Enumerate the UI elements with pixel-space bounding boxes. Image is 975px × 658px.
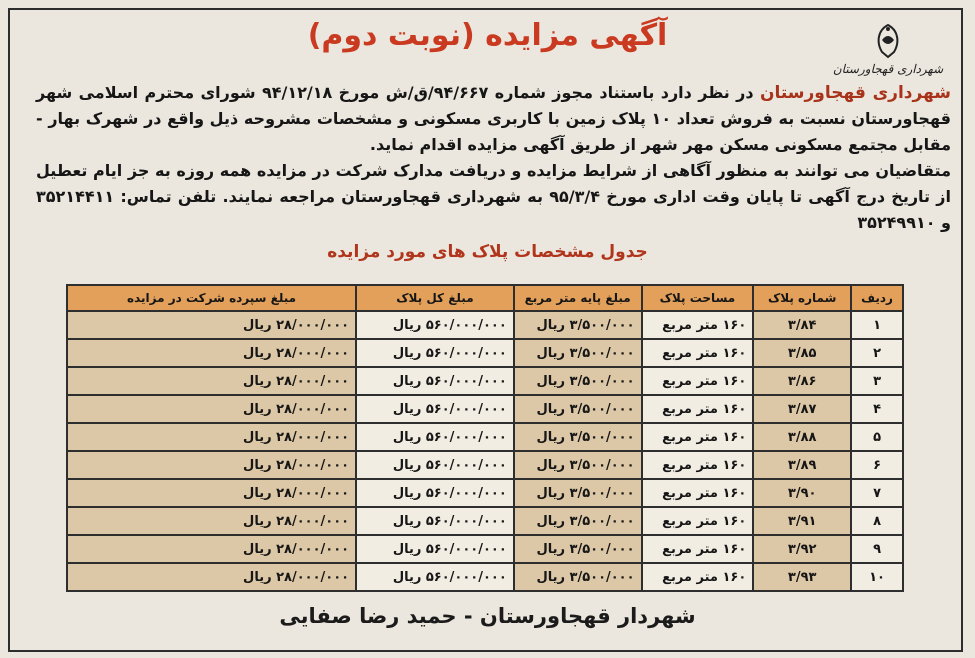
- notice-title: آگهی مزایده (نوبت دوم): [307, 18, 668, 53]
- table-row: [67, 367, 903, 395]
- cell-plot-number: ۳/۹۱: [753, 507, 851, 535]
- cell-total-price: ۵۶۰/۰۰۰/۰۰۰ ریال: [356, 423, 514, 451]
- cell-base-price: ۳/۵۰۰/۰۰۰ ریال: [514, 367, 642, 395]
- cell-area: ۱۶۰ متر مربع: [642, 479, 754, 507]
- cell-area: ۱۶۰ متر مربع: [642, 311, 754, 339]
- col-header-deposit: مبلغ سپرده شرکت در مزایده: [67, 285, 356, 311]
- cell-deposit: ۲۸/۰۰۰/۰۰۰ ریال: [67, 563, 356, 591]
- cell-base-price: ۳/۵۰۰/۰۰۰ ریال: [514, 423, 642, 451]
- plots-table: [66, 284, 904, 592]
- org-name: شهرداری قهجاورستان: [759, 83, 952, 103]
- cell-row-number: ۲: [851, 339, 903, 367]
- table-row: [67, 507, 903, 535]
- cell-total-price: ۵۶۰/۰۰۰/۰۰۰ ریال: [356, 507, 514, 535]
- cell-area: ۱۶۰ متر مربع: [642, 563, 754, 591]
- cell-row-number: ۹: [851, 535, 903, 563]
- table-row: [67, 563, 903, 591]
- table-row: [67, 423, 903, 451]
- table-row: [67, 395, 903, 423]
- cell-base-price: ۳/۵۰۰/۰۰۰ ریال: [514, 311, 642, 339]
- cell-deposit: ۲۸/۰۰۰/۰۰۰ ریال: [67, 479, 356, 507]
- col-header-base-price: مبلغ پایه متر مربع: [514, 285, 642, 311]
- table-header-row: [67, 285, 903, 311]
- paragraph-1-text: در نظر دارد باستناد مجوز شماره ۹۴/۶۶۷/ق/ش مورخ ۹۴/۱۲/۱۸ شورای محترم اسلامی شهر قهجاورستان نسبت به فروش تعداد ۱۰ پلاک زمین با کاربری مسکونی و مشخصات مشروحه ذیل واقع در شهرک بهار - مقابل مجتمع مسکونی مسکن مهر شهر از طریق آگهی مزایده اقدام نماید.: [36, 83, 952, 154]
- cell-base-price: ۳/۵۰۰/۰۰۰ ریال: [514, 563, 642, 591]
- cell-total-price: ۵۶۰/۰۰۰/۰۰۰ ریال: [356, 535, 514, 563]
- table-row: [67, 311, 903, 339]
- cell-base-price: ۳/۵۰۰/۰۰۰ ریال: [514, 339, 642, 367]
- cell-deposit: ۲۸/۰۰۰/۰۰۰ ریال: [67, 423, 356, 451]
- cell-base-price: ۳/۵۰۰/۰۰۰ ریال: [514, 479, 642, 507]
- logo-caption: شهرداری قهجاورستان: [832, 62, 944, 76]
- cell-deposit: ۲۸/۰۰۰/۰۰۰ ریال: [67, 507, 356, 535]
- cell-plot-number: ۳/۹۰: [753, 479, 851, 507]
- cell-row-number: ۱۰: [851, 563, 903, 591]
- cell-row-number: ۶: [851, 451, 903, 479]
- cell-base-price: ۳/۵۰۰/۰۰۰ ریال: [514, 535, 642, 563]
- cell-row-number: ۸: [851, 507, 903, 535]
- table-title: جدول مشخصات پلاک های مورد مزایده: [327, 242, 648, 262]
- cell-row-number: ۱: [851, 311, 903, 339]
- cell-area: ۱۶۰ متر مربع: [642, 451, 754, 479]
- cell-deposit: ۲۸/۰۰۰/۰۰۰ ریال: [67, 367, 356, 395]
- cell-area: ۱۶۰ متر مربع: [642, 507, 754, 535]
- cell-deposit: ۲۸/۰۰۰/۰۰۰ ریال: [67, 535, 356, 563]
- paragraph-1: [36, 80, 951, 158]
- table-row: [67, 479, 903, 507]
- cell-total-price: ۵۶۰/۰۰۰/۰۰۰ ریال: [356, 339, 514, 367]
- paragraph-2: متقاضیان می توانند به منظور آگاهی از شرایط مزایده و دریافت مدارک شرکت در مزایده همه روزه به جز ایام تعطیل از تاریخ درج آگهی تا پایان وقت اداری مورخ ۹۵/۳/۴ به شهرداری قهجاورستان مراجعه نمایند. تلفن تماس: ۳۵۲۱۴۴۱۱ و ۳۵۲۴۹۹۱۰: [36, 161, 952, 232]
- cell-total-price: ۵۶۰/۰۰۰/۰۰۰ ریال: [356, 479, 514, 507]
- cell-plot-number: ۳/۹۳: [753, 563, 851, 591]
- cell-area: ۱۶۰ متر مربع: [642, 367, 754, 395]
- cell-total-price: ۵۶۰/۰۰۰/۰۰۰ ریال: [356, 311, 514, 339]
- cell-plot-number: ۳/۸۴: [753, 311, 851, 339]
- col-header-plot-number: شماره پلاک: [753, 285, 851, 311]
- cell-row-number: ۷: [851, 479, 903, 507]
- cell-plot-number: ۳/۹۲: [753, 535, 851, 563]
- col-header-total-price: مبلغ کل پلاک: [356, 285, 514, 311]
- cell-total-price: ۵۶۰/۰۰۰/۰۰۰ ریال: [356, 451, 514, 479]
- cell-deposit: ۲۸/۰۰۰/۰۰۰ ریال: [67, 395, 356, 423]
- cell-area: ۱۶۰ متر مربع: [642, 339, 754, 367]
- notice-body: [36, 80, 951, 236]
- cell-total-price: ۵۶۰/۰۰۰/۰۰۰ ریال: [356, 563, 514, 591]
- cell-total-price: ۵۶۰/۰۰۰/۰۰۰ ریال: [356, 367, 514, 395]
- cell-deposit: ۲۸/۰۰۰/۰۰۰ ریال: [67, 339, 356, 367]
- table-row: [67, 535, 903, 563]
- cell-area: ۱۶۰ متر مربع: [642, 535, 754, 563]
- cell-plot-number: ۳/۸۷: [753, 395, 851, 423]
- cell-plot-number: ۳/۸۸: [753, 423, 851, 451]
- col-header-area: مساحت پلاک: [642, 285, 754, 311]
- cell-base-price: ۳/۵۰۰/۰۰۰ ریال: [514, 451, 642, 479]
- table-row: [67, 451, 903, 479]
- table-row: [67, 339, 903, 367]
- cell-base-price: ۳/۵۰۰/۰۰۰ ریال: [514, 507, 642, 535]
- cell-deposit: ۲۸/۰۰۰/۰۰۰ ریال: [67, 311, 356, 339]
- cell-plot-number: ۳/۸۹: [753, 451, 851, 479]
- cell-area: ۱۶۰ متر مربع: [642, 395, 754, 423]
- cell-base-price: ۳/۵۰۰/۰۰۰ ریال: [514, 395, 642, 423]
- col-header-row-number: ردیف: [851, 285, 903, 311]
- cell-total-price: ۵۶۰/۰۰۰/۰۰۰ ریال: [356, 395, 514, 423]
- cell-area: ۱۶۰ متر مربع: [642, 423, 754, 451]
- cell-row-number: ۵: [851, 423, 903, 451]
- signature: شهردار قهجاورستان - حمید رضا صفایی: [279, 604, 696, 628]
- cell-plot-number: ۳/۸۵: [753, 339, 851, 367]
- cell-plot-number: ۳/۸۶: [753, 367, 851, 395]
- cell-row-number: ۳: [851, 367, 903, 395]
- cell-deposit: ۲۸/۰۰۰/۰۰۰ ریال: [67, 451, 356, 479]
- cell-row-number: ۴: [851, 395, 903, 423]
